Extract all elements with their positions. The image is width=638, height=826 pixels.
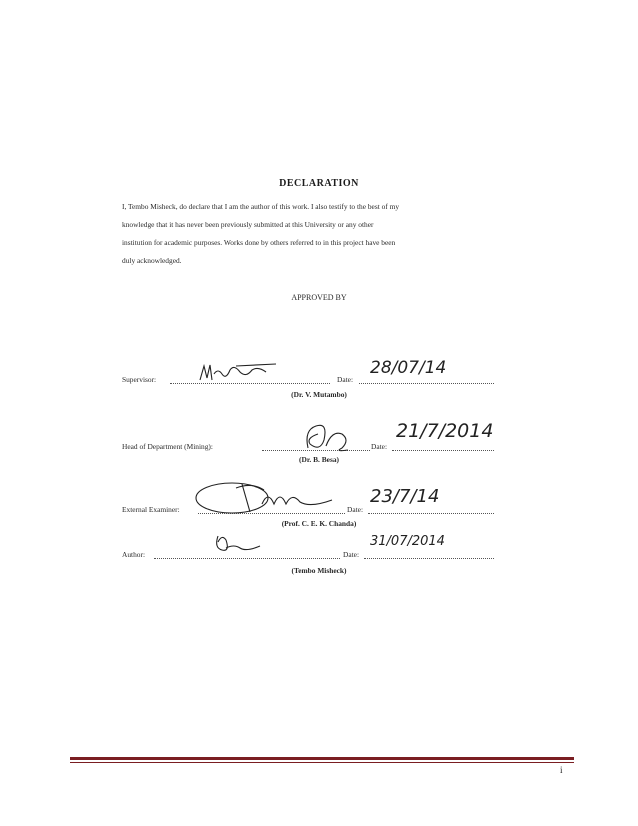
footer-rule-thin [70,762,574,763]
external-examiner-handwritten-date: 23/7/14 [370,486,440,507]
author-handwritten-date: 31/07/2014 [370,534,445,549]
page-number: i [560,765,563,775]
declaration-line: institution for academic purposes. Works done by others referred to in this project have been [122,238,396,247]
external-examiner-label: External Examiner: [122,505,180,514]
date-line [359,382,494,384]
head-of-department-signature [298,420,358,454]
signature-line [154,557,340,559]
external-examiner-name: (Prof. C. E. K. Chanda) [281,519,357,528]
date-label: Date: [347,505,364,514]
date-label: Date: [337,375,354,384]
declaration-paragraph [122,198,502,270]
date-line [364,557,494,559]
author-signature [212,530,266,556]
supervisor-handwritten-date: 28/07/14 [370,358,447,378]
author-label: Author: [122,550,145,559]
approved-by-heading: APPROVED BY [291,293,347,302]
head-of-department-label: Head of Department (Mining): [122,442,213,451]
supervisor-label: Supervisor: [122,375,157,384]
declaration-title: DECLARATION [279,178,359,189]
declaration-line: I, Tembo Misheck, do declare that I am the author of this work. I also testify to the best of my [122,202,400,211]
footer-rule [70,757,574,760]
head-of-department-name: (Dr. B. Besa) [299,455,339,464]
external-examiner-signature [192,478,342,518]
supervisor-signature [196,360,286,386]
supervisor-name: (Dr. V. Mutambo) [291,390,347,399]
date-line [368,512,494,514]
author-name: (Tembo Misheck) [291,566,347,575]
head-of-department-handwritten-date: 21/7/2014 [396,420,494,442]
date-label: Date: [371,442,388,451]
declaration-line: knowledge that it has never been previously submitted at this University or any other [122,220,374,229]
date-line [392,449,494,451]
date-label: Date: [343,550,360,559]
declaration-line: duly acknowledged. [122,256,182,265]
